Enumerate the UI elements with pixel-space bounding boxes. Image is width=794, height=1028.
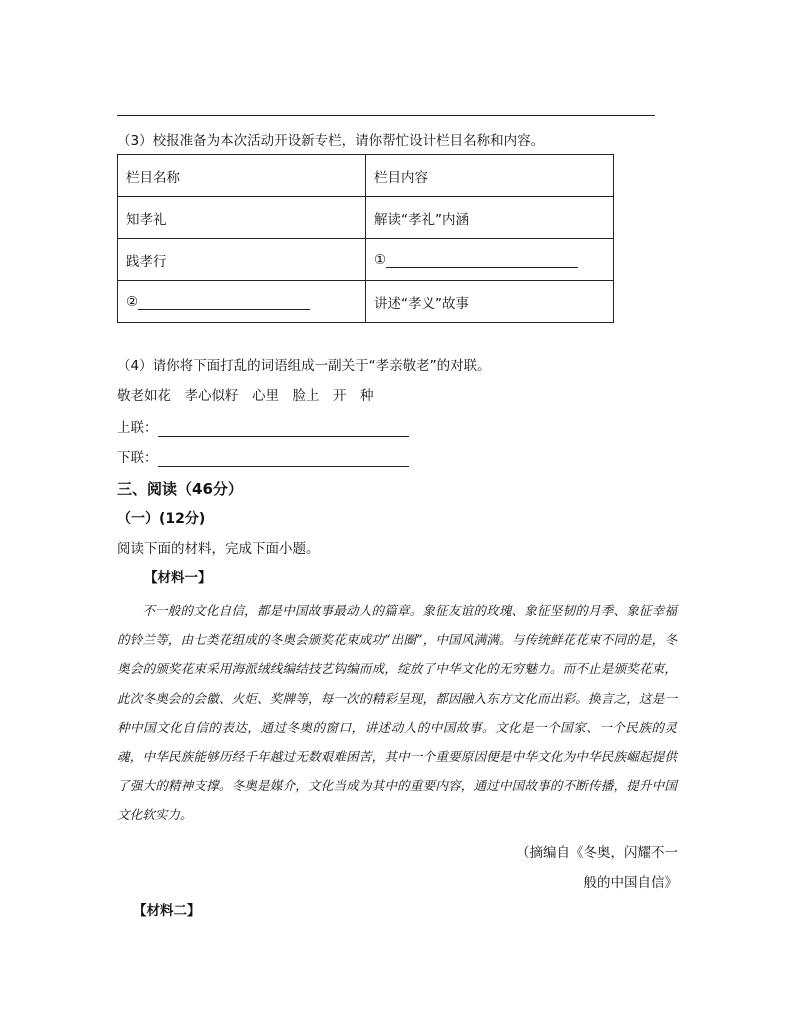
material-1-paragraph: 不一般的文化自信，都是中国故事最动人的篇章。象征友谊的玫瑰、象征坚韧的月季、象征幸福的铃兰等，由七类花组成的冬奥会颁奖花束成功“出圈”，中国风满满。与传统鲜花花束不同的是，冬奥会的颁奖花束采用海派绒线编结技艺钩编而成，绽放了中华文化的无穷魅力。而不止是颁奖花束，此次冬奥会的会徽、火炬、奖牌等，每一次的精彩呈现，都因融入东方文化而出彩。换言之，这是一种中国文化自信的表达，通过冬奥的窗口，讲述动人的中国故事。文化是一个国家、一个民族的灵魂，中华民族能够历经千年越过无数艰难困苦，其中一个重要原因便是中华文化为中华民族崛起提供了强大的精神支撑。冬奥是媒介，文化当成为其中的重要内容，通过中国故事的不断传播，提升中国文化软实力。 [117, 603, 677, 823]
column-content-cell: 解读“孝礼”内涵 [366, 197, 614, 239]
material-2-label: 【材料二】 [133, 903, 201, 919]
lower-couplet-blank[interactable] [158, 452, 409, 467]
table-row [118, 239, 614, 281]
reading-instruction: 阅读下面的材料，完成下面小题。 [117, 541, 320, 557]
lower-couplet-row [117, 449, 409, 467]
question-3-prompt: （3）校报准备为本次活动开设新专栏，请你帮忙设计栏目名称和内容。 [117, 133, 545, 149]
table-row [118, 197, 614, 239]
header-column-name: 栏目名称 [118, 155, 366, 197]
lower-couplet-label: 下联： [117, 450, 158, 466]
column-name-cell: 践孝行 [118, 239, 366, 281]
source-citation-line-1: （摘编自《冬奥，闪耀不一 [516, 845, 678, 861]
upper-couplet-row [117, 419, 409, 437]
answer-blank-1[interactable] [386, 253, 578, 268]
scrambled-words: 敬老如花 孝心似籽 心里 脸上 开 种 [117, 388, 374, 404]
upper-couplet-blank[interactable] [158, 422, 409, 437]
table-row [118, 281, 614, 323]
blank-marker-1: ① [374, 251, 387, 268]
answer-line-top [117, 115, 655, 116]
header-column-content: 栏目内容 [366, 155, 614, 197]
answer-blank-2[interactable] [138, 295, 310, 310]
material-1-body [117, 596, 677, 830]
part-one-title: （一）(12分) [117, 511, 206, 527]
source-citation-line-2: 般的中国自信》 [583, 875, 678, 891]
blank-marker-2: ② [126, 293, 139, 310]
upper-couplet-label: 上联： [117, 420, 158, 436]
table-header-row [118, 155, 614, 197]
column-design-table [117, 154, 614, 323]
section-title-reading: 三、阅读（46分） [117, 480, 243, 498]
column-name-cell: 知孝礼 [118, 197, 366, 239]
column-content-cell [366, 239, 614, 281]
question-4-prompt: （4）请你将下面打乱的词语组成一副关于“孝亲敬老”的对联。 [117, 358, 491, 374]
column-content-cell: 讲述“孝义”故事 [366, 281, 614, 323]
material-1-label: 【材料一】 [144, 570, 212, 586]
column-name-cell [118, 281, 366, 323]
